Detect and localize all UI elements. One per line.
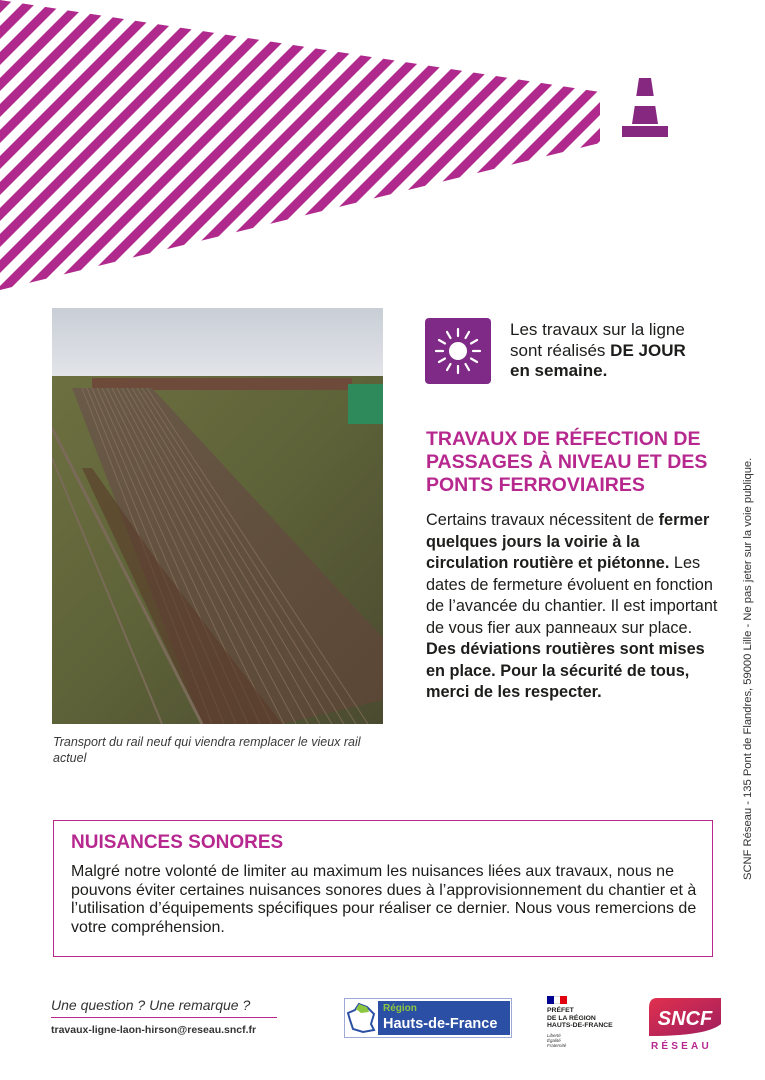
region-hauts-de-france-logo (344, 998, 512, 1038)
works-bold-2: Des déviations routières sont mises en place. Pour la sécurité de tous, merci de les respecter. (426, 640, 705, 701)
marianne-flag-icon (547, 996, 567, 1004)
works-text-1: Certains travaux nécessitent de (426, 511, 659, 529)
prefet-text: PRÉFET DE LA RÉGION HAUTS-DE-FRANCE (547, 1007, 613, 1030)
prefet-logo (547, 996, 637, 1048)
works-text-2: Les dates de fermeture évoluent en fonction de l’avancée du chantier. Il est important de vous fier aux panneaux sur place. (426, 554, 718, 637)
legal-side-note: SCNF Réseau - 135 Pont de Flandres, 59000 Lille - Ne pas jeter sur la voie publique. (742, 457, 754, 880)
region-name: Hauts-de-France (383, 1016, 498, 1032)
contact-divider (51, 1017, 277, 1018)
sncf-reseau-logo (645, 996, 725, 1054)
prefet-motto: Liberté Égalité Fraternité (547, 1032, 567, 1048)
day-notice-weekday: en semaine. (510, 361, 608, 380)
rail-transport-photo (52, 308, 383, 724)
region-name-block (378, 1001, 510, 1035)
contact-email-link[interactable]: travaux-ligne-laon-hirson@reseau.sncf.fr (51, 1024, 257, 1036)
sun-icon (425, 318, 491, 384)
works-title: TRAVAUX DE RÉFECTION DE PASSAGES À NIVEAU ET DES PONTS FERROVIAIRES (426, 428, 708, 496)
noise-box (53, 820, 713, 957)
france-map-icon (347, 1002, 377, 1034)
works-body (426, 510, 726, 704)
day-notice (510, 320, 740, 382)
contact-question: Une question ? Une remarque ? (51, 997, 251, 1013)
photo-caption: Transport du rail neuf qui viendra remplacer le vieux rail actuel (53, 735, 361, 765)
traffic-cone-icon (614, 76, 676, 142)
day-notice-line1: Les travaux sur la ligne (510, 320, 685, 339)
day-notice-bold: DE JOUR (610, 340, 686, 360)
header-stripes (0, 0, 600, 290)
day-notice-line2: sont réalisés (510, 340, 611, 360)
region-label: Région (383, 1003, 417, 1014)
noise-title: NUISANCES SONORES (71, 832, 284, 853)
sncf-wordmark: SNCF (657, 1008, 713, 1030)
sncf-subtitle: RÉSEAU (651, 1041, 712, 1052)
noise-body: Malgré notre volonté de limiter au maximum les nuisances liées aux travaux, nous ne pouvons éviter certaines nuisances sonores dues à l’approvisionnement du chantier et à l’utilisation d’équipements spécifiques pour réaliser ce dernier. Nous vous remercions de votre compréhension. (71, 863, 697, 936)
works-bold-1: fermer quelques jours la voirie à la circulation routière et piétonne. (426, 511, 710, 572)
